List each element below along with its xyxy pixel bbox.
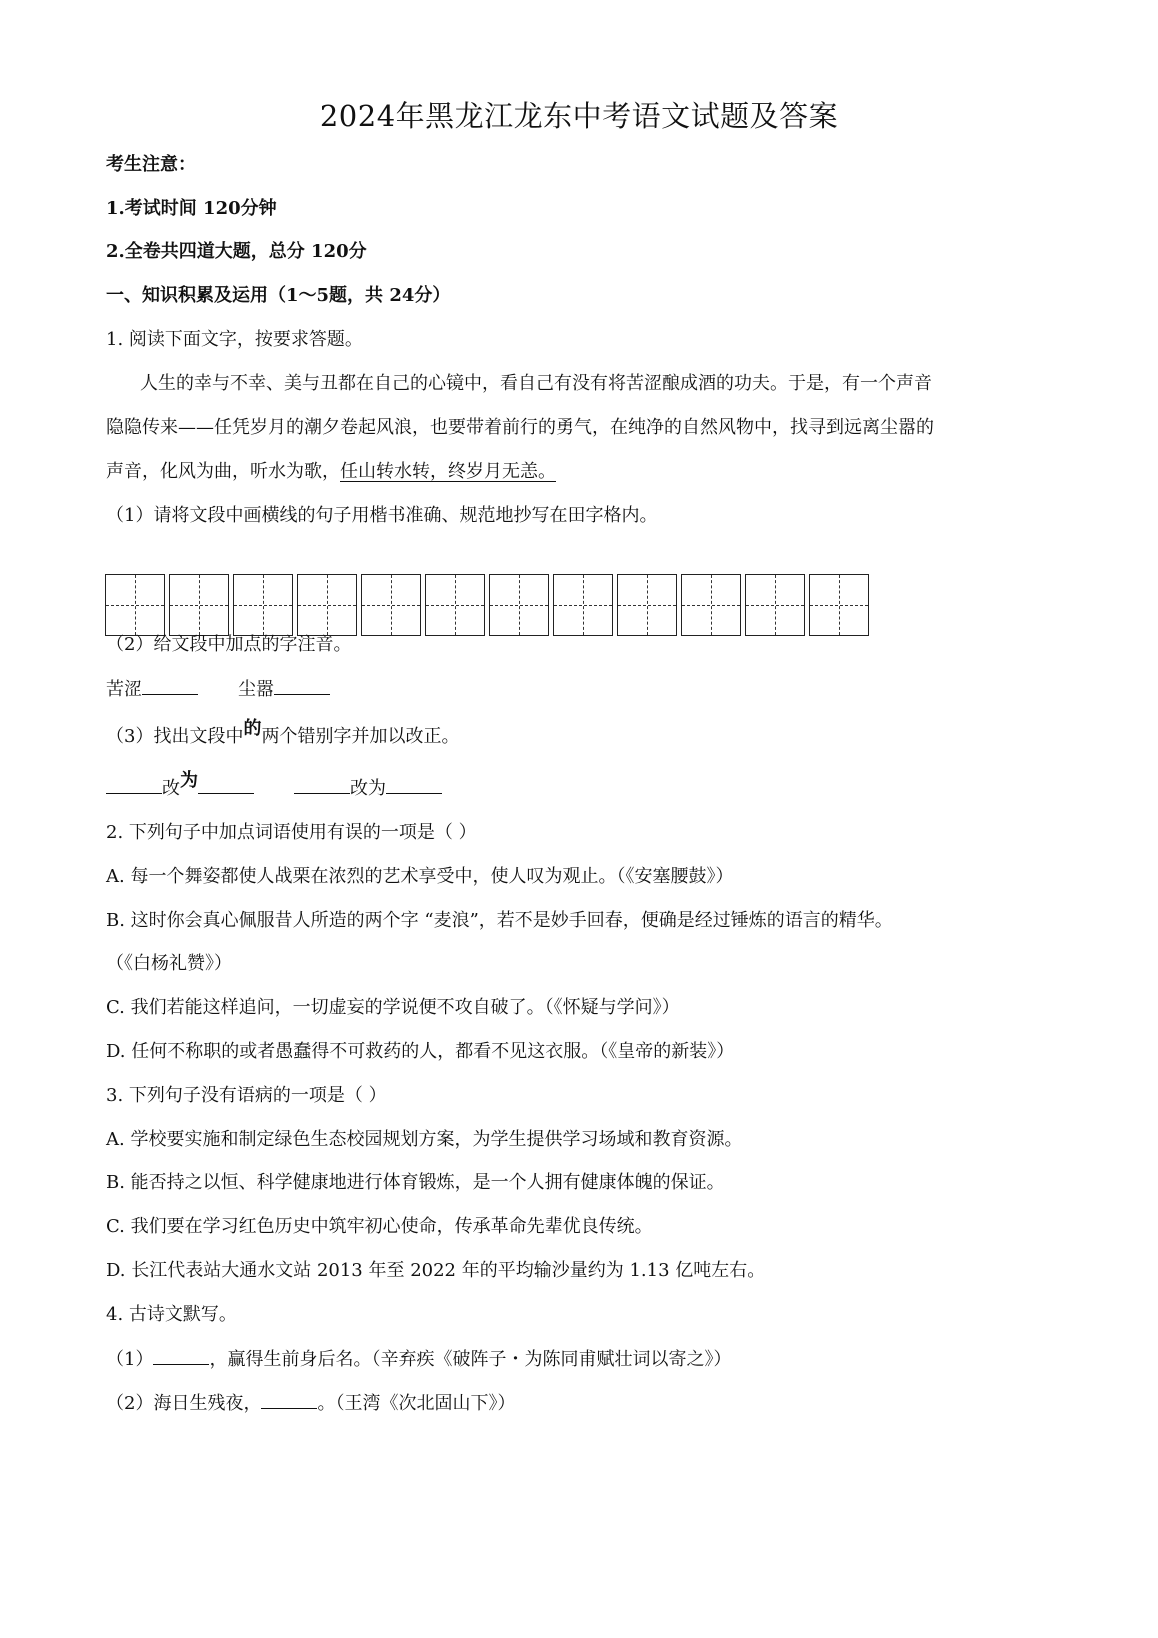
- grid-cell[interactable]: [361, 574, 421, 636]
- grid-cell[interactable]: [681, 574, 741, 636]
- q4-sub-2-source: 。（王湾《次北固山下》）: [317, 1393, 516, 1414]
- q1-paragraph-text: 声音，化风为曲，听水为歌，: [106, 461, 340, 482]
- grid-cell[interactable]: [297, 574, 357, 636]
- pinyin-blank-2[interactable]: [274, 676, 330, 695]
- grid-cell[interactable]: [489, 574, 549, 636]
- q1-sub-3: [106, 718, 460, 750]
- pinyin-word-1: 苦涩: [106, 679, 142, 700]
- q2-option-d: D. 任何不称职的或者愚蠢得不可救药的人，都看不见这衣服。（《皇帝的新装》）: [106, 1041, 735, 1062]
- q3-option-d: D. 长江代表站大通水文站 2013 年至 2022 年的平均输沙量约为 1.13 亿吨左右。: [106, 1260, 766, 1281]
- grid-cell[interactable]: [425, 574, 485, 636]
- right-char-blank-1[interactable]: [198, 775, 254, 794]
- q1-stem: 1. 阅读下面文字，按要求答题。: [106, 329, 363, 350]
- section-1-heading: 一、知识积累及运用（1～5题，共 24分）: [106, 285, 451, 306]
- underlined-sentence: 任山转水转，终岁月无恙。: [340, 461, 556, 482]
- q2-option-b: B. 这时你会真心佩服昔人所造的两个字 “麦浪”，若不是妙手回春，便确是经过锤炼的语言的精华。: [106, 910, 893, 931]
- q2-option-a: A. 每一个舞姿都使人战栗在浓烈的艺术享受中，使人叹为观止。（《安塞腰鼓》）: [106, 866, 734, 887]
- q3-option-b: B. 能否持之以恒、科学健康地进行体育锻炼，是一个人拥有健康体魄的保证。: [106, 1172, 725, 1193]
- pinyin-blank-1[interactable]: [142, 676, 198, 695]
- grid-cell[interactable]: [233, 574, 293, 636]
- grid-cell[interactable]: [553, 574, 613, 636]
- q1-sub-2: （2）给文段中加点的字注音。: [106, 634, 352, 655]
- poem-blank-1[interactable]: [153, 1346, 209, 1365]
- page-title: 2024年黑龙江龙东中考语文试题及答案: [319, 99, 839, 133]
- q1-paragraph-line-3: [106, 459, 556, 485]
- q4-sub-2-text: （2）海日生残夜，: [106, 1393, 262, 1414]
- q4-sub-1-text: ，赢得生前身后名。（辛弃疾《破阵子・为陈同甫赋壮词以寄之》）: [209, 1349, 732, 1370]
- q1-sub-3-text: （3）找出文段中: [106, 726, 244, 747]
- grid-cell[interactable]: [169, 574, 229, 636]
- grid-cell[interactable]: [105, 574, 165, 636]
- raised-char: 的: [243, 718, 262, 739]
- grid-cell[interactable]: [745, 574, 805, 636]
- wrong-char-blank-2[interactable]: [294, 775, 350, 794]
- wrong-char-blank-1[interactable]: [106, 775, 162, 794]
- tianzige-grid: [105, 574, 869, 636]
- q1-sub-1: （1）请将文段中画横线的句子用楷书准确、规范地抄写在田字格内。: [106, 505, 658, 526]
- correction-label-1: 改: [162, 778, 180, 799]
- q2-option-c: C. 我们若能这样追问，一切虚妄的学说便不攻自破了。（《怀疑与学问》）: [106, 997, 680, 1018]
- q4-sub-2: [106, 1390, 515, 1417]
- q2-stem: 2. 下列句子中加点词语使用有误的一项是（ ）: [106, 822, 477, 843]
- q1-paragraph-line-2: 隐隐传来——任凭岁月的潮夕卷起风浪，也要带着前行的勇气，在纯净的自然风物中，找寻到远离尘嚣的: [106, 417, 934, 438]
- grid-cell[interactable]: [617, 574, 677, 636]
- correction-label-2: 改为: [350, 778, 386, 799]
- q3-option-a: A. 学校要实施和制定绿色生态校园规划方案，为学生提供学习场域和教育资源。: [106, 1129, 743, 1150]
- correction-label-raised: 为: [180, 770, 198, 791]
- q1-paragraph-line-1: 人生的幸与不幸、美与丑都在自己的心镜中，看自己有没有将苦涩酿成酒的功夫。于是，有一个声音: [140, 373, 932, 394]
- correction-line: [106, 770, 442, 802]
- grid-cell[interactable]: [809, 574, 869, 636]
- q3-option-c: C. 我们要在学习红色历史中筑牢初心使命，传承革命先辈优良传统。: [106, 1216, 653, 1237]
- poem-blank-2[interactable]: [261, 1390, 317, 1409]
- right-char-blank-2[interactable]: [386, 775, 442, 794]
- q4-stem: 4. 古诗文默写。: [106, 1304, 237, 1325]
- q3-stem: 3. 下列句子没有语病的一项是（ ）: [106, 1085, 387, 1106]
- q4-sub-1-number: （1）: [106, 1349, 154, 1370]
- pinyin-line: [106, 676, 330, 703]
- q4-sub-1: [106, 1346, 731, 1373]
- q2-option-b-cont: （《白杨礼赞》）: [106, 953, 232, 974]
- notice-heading: 考生注意：: [106, 154, 196, 175]
- notice-item-2: 2.全卷共四道大题，总分 120分: [106, 241, 367, 262]
- pinyin-word-2: 尘嚣: [238, 679, 274, 700]
- notice-item-1: 1.考试时间 120分钟: [106, 198, 277, 219]
- q1-sub-3-text-end: 两个错别字并加以改正。: [261, 726, 460, 747]
